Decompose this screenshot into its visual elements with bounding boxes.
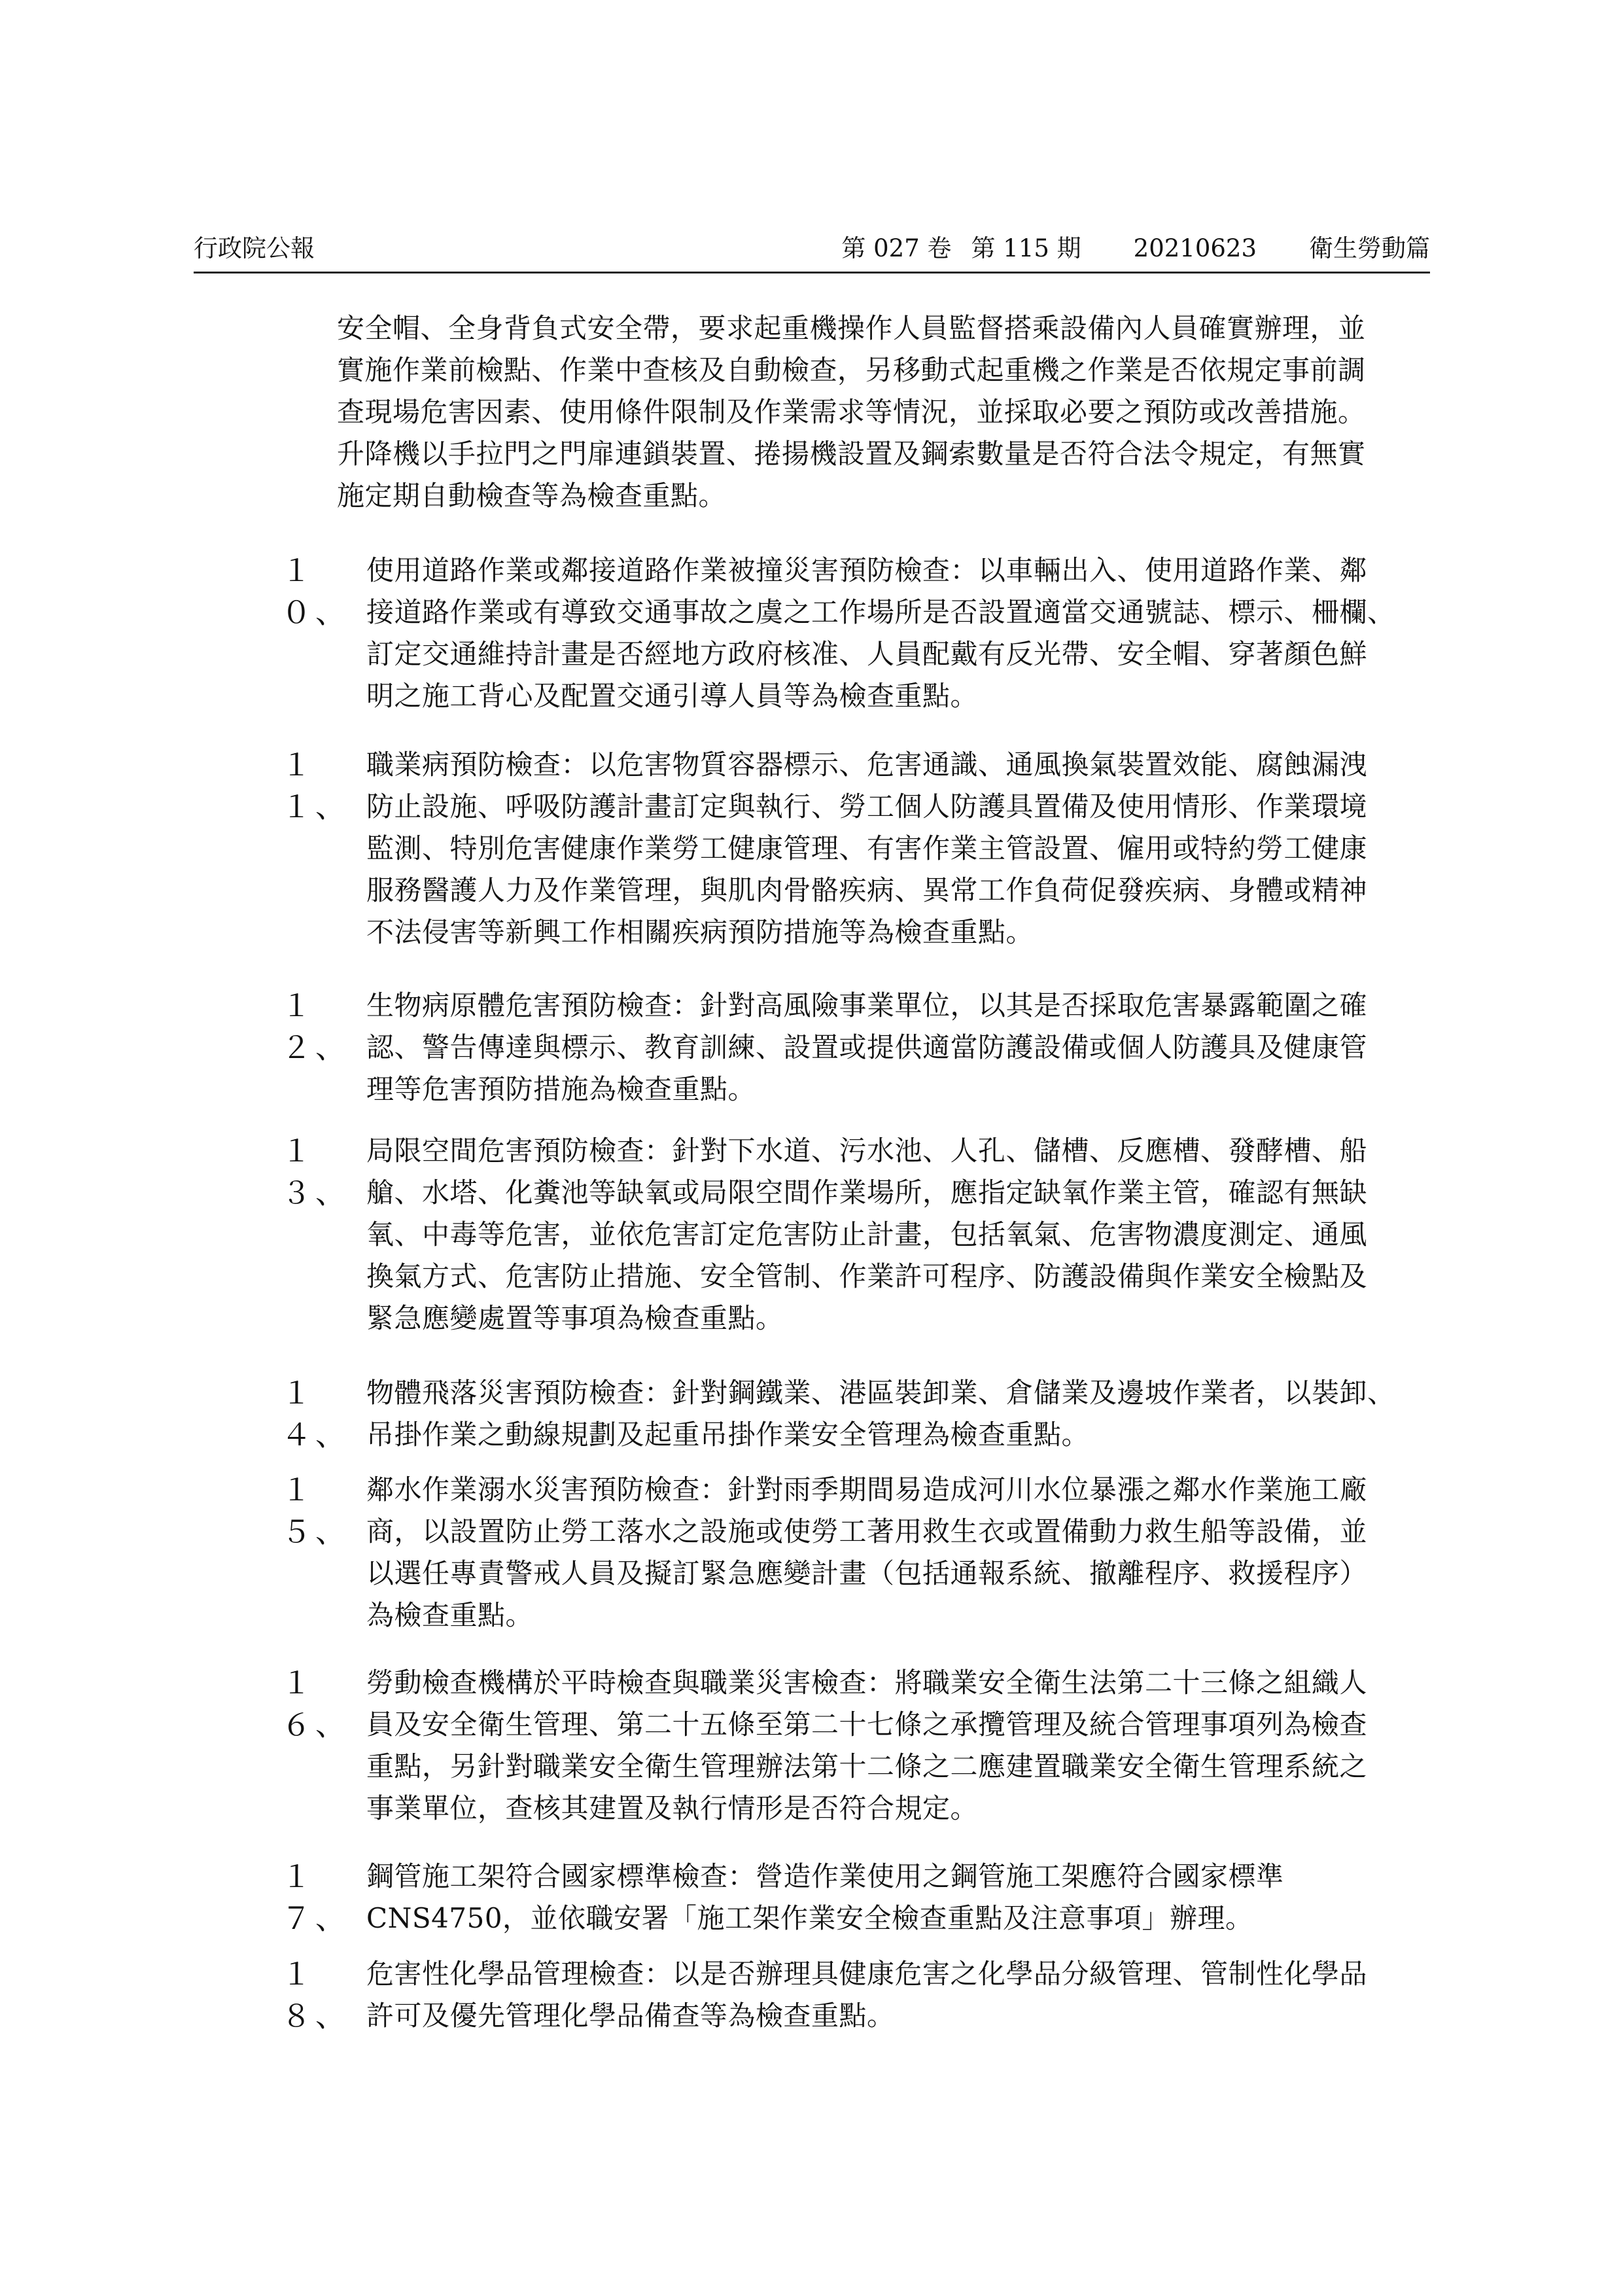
section-label: 衛生勞動篇 — [1309, 234, 1430, 262]
text-line: 職業病預防檢查：以危害物質容器標示、危害通識、通風換氣裝置效能、腐蝕漏洩 — [366, 749, 1368, 781]
item-body — [366, 1953, 1420, 2037]
text-line: 氧、中毒等危害，並依危害訂定危害防止計畫，包括氧氣、危害物濃度測定、通風 — [366, 1218, 1368, 1250]
text-line: 換氣方式、危害防止措施、安全管制、作業許可程序、防護設備與作業安全檢點及 — [366, 1260, 1368, 1292]
item-number: １４、 — [281, 1375, 349, 1453]
item-body — [366, 1469, 1420, 1636]
text-line: 實施作業前檢點、作業中查核及自動檢查，另移動式起重機之作業是否依規定事前調 — [337, 354, 1366, 386]
item-body — [366, 1662, 1420, 1829]
item-number: １５、 — [281, 1472, 349, 1549]
text-line: 重點，另針對職業安全衛生管理辦法第十二條之二應建置職業安全衛生管理系統之 — [366, 1750, 1368, 1782]
text-line: 理等危害預防措施為檢查重點。 — [366, 1073, 756, 1105]
text-line: CNS4750，並依職安署「施工架作業安全檢查重點及注意事項」辦理。 — [366, 1902, 1253, 1934]
text-line: 員及安全衛生管理、第二十五條至第二十七條之承攬管理及統合管理事項列為檢查 — [366, 1708, 1368, 1740]
text-line: 防止設施、呼吸防護計畫訂定與執行、勞工個人防護具置備及使用情形、作業環境 — [366, 790, 1368, 822]
page-header — [194, 232, 1430, 274]
text-line: 鋼管施工架符合國家標準檢查：營造作業使用之鋼管施工架應符合國家標準 — [366, 1860, 1284, 1892]
text-line: 鄰水作業溺水災害預防檢查：針對雨季期間易造成河川水位暴漲之鄰水作業施工廠 — [366, 1474, 1368, 1506]
text-line: 接道路作業或有導致交通事故之虞之工作場所是否設置適當交通號誌、標示、柵欄、 — [366, 596, 1395, 628]
text-line: 認、警告傳達與標示、教育訓練、設置或提供適當防護設備或個人防護具及健康管 — [366, 1031, 1368, 1063]
item-number: １６、 — [281, 1665, 349, 1742]
text-line: 明之施工背心及配置交通引導人員等為檢查重點。 — [366, 680, 979, 712]
date-label: 20210623 — [1133, 234, 1257, 262]
text-line: 許可及優先管理化學品備查等為檢查重點。 — [366, 2000, 895, 2032]
item-body — [366, 1130, 1420, 1339]
item-number: １８、 — [281, 1956, 349, 2034]
text-line: 不法侵害等新興工作相關疾病預防措施等為檢查重點。 — [366, 916, 1034, 948]
item-number: １１、 — [281, 747, 349, 824]
item-body — [366, 985, 1420, 1110]
publication-name: 行政院公報 — [194, 234, 315, 262]
item-body — [366, 1372, 1420, 1456]
text-line: 吊掛作業之動線規劃及起重吊掛作業安全管理為檢查重點。 — [366, 1419, 1090, 1451]
text-line: 服務醫護人力及作業管理，與肌肉骨骼疾病、異常工作負荷促發疾病、身體或精神 — [366, 874, 1368, 906]
item-body — [366, 744, 1420, 953]
issue-label: 第 115 期 — [971, 234, 1081, 262]
item-body — [366, 550, 1420, 717]
item-number: １２、 — [281, 988, 349, 1065]
text-line: 物體飛落災害預防檢查：針對鋼鐵業、港區裝卸業、倉儲業及邊坡作業者，以裝卸、 — [366, 1377, 1395, 1409]
text-line: 艙、水塔、化糞池等缺氧或局限空間作業場所，應指定缺氧作業主管，確認有無缺 — [366, 1176, 1368, 1209]
text-line: 生物病原體危害預防檢查：針對高風險事業單位，以其是否採取危害暴露範圍之確 — [366, 989, 1368, 1021]
text-line: 查現場危害因素、使用條件限制及作業需求等情況，並採取必要之預防或改善措施。 — [337, 396, 1366, 428]
text-line: 為檢查重點。 — [366, 1599, 534, 1631]
text-line: 施定期自動檢查等為檢查重點。 — [337, 480, 727, 512]
item-body — [366, 1856, 1420, 1939]
text-line: 勞動檢查機構於平時檢查與職業災害檢查：將職業安全衛生法第二十三條之組織人 — [366, 1667, 1368, 1699]
text-line: 局限空間危害預防檢查：針對下水道、污水池、人孔、儲槽、反應槽、發酵槽、船 — [366, 1135, 1368, 1167]
text-line: 訂定交通維持計畫是否經地方政府核准、人員配戴有反光帶、安全帽、穿著顏色鮮 — [366, 638, 1368, 670]
volume-label: 第 027 卷 — [841, 234, 952, 262]
text-line: 事業單位，查核其建置及執行情形是否符合規定。 — [366, 1792, 979, 1824]
item-number: １０、 — [281, 553, 349, 630]
text-line: 緊急應變處置等事項為檢查重點。 — [366, 1302, 784, 1334]
text-line: 使用道路作業或鄰接道路作業被撞災害預防檢查：以車輛出入、使用道路作業、鄰 — [366, 554, 1368, 586]
text-line: 升降機以手拉門之門扉連鎖裝置、捲揚機設置及鋼索數量是否符合法令規定，有無實 — [337, 438, 1366, 470]
text-line: 安全帽、全身背負式安全帶，要求起重機操作人員監督搭乘設備內人員確實辦理，並 — [337, 312, 1366, 344]
item-number: １７、 — [281, 1859, 349, 1936]
issue-info — [841, 232, 1430, 265]
text-line: 商，以設置防止勞工落水之設施或使勞工著用救生衣或置備動力救生船等設備，並 — [366, 1515, 1368, 1547]
text-line: 危害性化學品管理檢查：以是否辦理具健康危害之化學品分級管理、管制性化學品 — [366, 1958, 1368, 1990]
text-line: 監測、特別危害健康作業勞工健康管理、有害作業主管設置、僱用或特約勞工健康 — [366, 832, 1368, 864]
continuation-paragraph — [337, 308, 1420, 517]
text-line: 以選任專責警戒人員及擬訂緊急應變計畫（包括通報系統、撤離程序、救援程序） — [366, 1557, 1368, 1589]
item-number: １３、 — [281, 1133, 349, 1210]
